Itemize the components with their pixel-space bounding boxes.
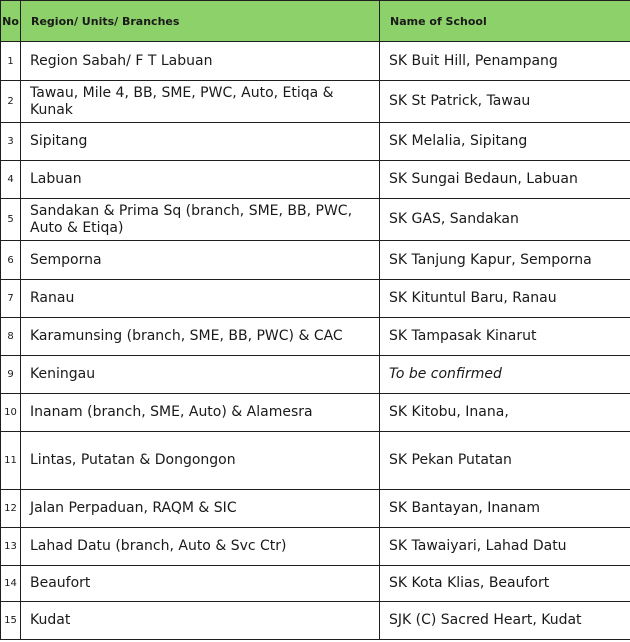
row-number: 12 xyxy=(1,490,21,528)
table-row xyxy=(1,394,630,432)
table-row xyxy=(1,490,630,528)
school-cell: SK GAS, Sandakan xyxy=(380,199,630,241)
school-cell: SJK (C) Sacred Heart, Kudat xyxy=(380,602,630,640)
table-row xyxy=(1,602,630,640)
header-school: Name of School xyxy=(380,1,630,42)
table-row xyxy=(1,161,630,199)
region-cell: Karamunsing (branch, SME, BB, PWC) & CAC xyxy=(21,318,380,356)
row-number: 4 xyxy=(1,161,21,199)
table-row xyxy=(1,199,630,241)
region-cell: Region Sabah/ F T Labuan xyxy=(21,42,380,81)
school-cell: SK Kituntul Baru, Ranau xyxy=(380,280,630,318)
table-row xyxy=(1,356,630,394)
header-region: Region/ Units/ Branches xyxy=(21,1,380,42)
table-row xyxy=(1,241,630,280)
row-number: 14 xyxy=(1,566,21,602)
school-cell: SK Tanjung Kapur, Semporna xyxy=(380,241,630,280)
row-number: 9 xyxy=(1,356,21,394)
region-cell: Sandakan & Prima Sq (branch, SME, BB, PWC, Auto & Etiqa) xyxy=(21,199,380,241)
region-cell: Labuan xyxy=(21,161,380,199)
school-cell: SK Kota Klias, Beaufort xyxy=(380,566,630,602)
region-cell: Semporna xyxy=(21,241,380,280)
region-cell: Jalan Perpaduan, RAQM & SIC xyxy=(21,490,380,528)
school-cell: SK Tampasak Kinarut xyxy=(380,318,630,356)
region-cell: Lahad Datu (branch, Auto & Svc Ctr) xyxy=(21,528,380,566)
region-cell: Lintas, Putatan & Dongongon xyxy=(21,432,380,490)
school-cell: To be confirmed xyxy=(380,356,630,394)
region-cell: Tawau, Mile 4, BB, SME, PWC, Auto, Etiqa & Kunak xyxy=(21,81,380,123)
header-no: No xyxy=(1,1,21,42)
table-row xyxy=(1,432,630,490)
region-cell: Keningau xyxy=(21,356,380,394)
region-cell: Inanam (branch, SME, Auto) & Alamesra xyxy=(21,394,380,432)
school-cell: SK Bantayan, Inanam xyxy=(380,490,630,528)
row-number: 11 xyxy=(1,432,21,490)
school-cell: SK Melalia, Sipitang xyxy=(380,123,630,161)
table-row xyxy=(1,566,630,602)
row-number: 13 xyxy=(1,528,21,566)
row-number: 15 xyxy=(1,602,21,640)
row-number: 2 xyxy=(1,81,21,123)
region-cell: Ranau xyxy=(21,280,380,318)
row-number: 10 xyxy=(1,394,21,432)
school-cell: SK Tawaiyari, Lahad Datu xyxy=(380,528,630,566)
table-row xyxy=(1,280,630,318)
header-row xyxy=(1,1,630,42)
school-cell: SK Sungai Bedaun, Labuan xyxy=(380,161,630,199)
row-number: 5 xyxy=(1,199,21,241)
row-number: 7 xyxy=(1,280,21,318)
row-number: 1 xyxy=(1,42,21,81)
table-row xyxy=(1,123,630,161)
school-cell: SK Kitobu, Inana, xyxy=(380,394,630,432)
row-number: 3 xyxy=(1,123,21,161)
table-row xyxy=(1,42,630,81)
school-cell: SK Buit Hill, Penampang xyxy=(380,42,630,81)
table-row xyxy=(1,528,630,566)
school-cell: SK St Patrick, Tawau xyxy=(380,81,630,123)
row-number: 8 xyxy=(1,318,21,356)
region-cell: Sipitang xyxy=(21,123,380,161)
region-cell: Kudat xyxy=(21,602,380,640)
region-cell: Beaufort xyxy=(21,566,380,602)
table-row xyxy=(1,318,630,356)
row-number: 6 xyxy=(1,241,21,280)
table-row xyxy=(1,81,630,123)
school-cell: SK Pekan Putatan xyxy=(380,432,630,490)
